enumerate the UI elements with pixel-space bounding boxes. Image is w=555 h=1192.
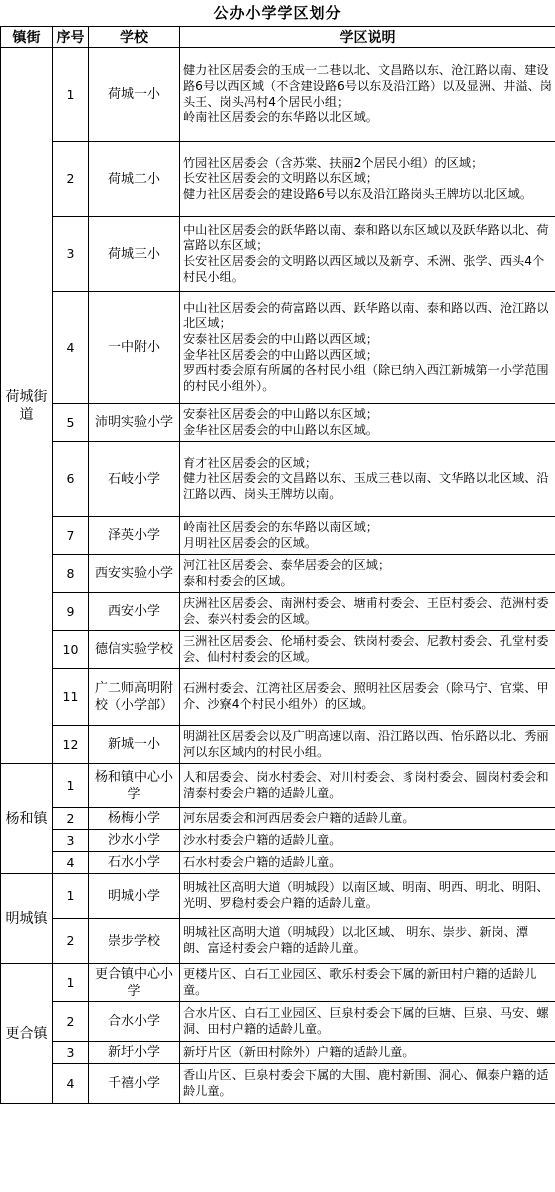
table-row (1, 142, 555, 217)
num-cell: 4 (53, 1064, 89, 1104)
table-row (1, 852, 555, 874)
school-cell: 崇步学校 (89, 919, 180, 964)
num-cell: 5 (53, 404, 89, 442)
town-cell: 更合镇 (1, 964, 53, 1104)
desc-cell: 明城社区高明大道（明城段）以北区域、 明东、崇步、新岗、潭朗、富迳村委会户籍的适龄儿童。 (180, 919, 555, 964)
school-cell: 新圩小学 (89, 1042, 180, 1064)
school-cell: 德信实验学校 (89, 631, 180, 669)
desc-cell: 人和居委会、岗水村委会、对川村委会、豸岗村委会、圆岗村委会和清泰村委会户籍的适龄儿童。 (180, 764, 555, 808)
school-cell: 荷城二小 (89, 142, 180, 217)
desc-cell: 安泰社区居委会的中山路以东区域； 金华社区居委会的中山路以东区域。 (180, 404, 555, 442)
school-cell: 更合镇中心小学 (89, 964, 180, 1002)
num-cell: 4 (53, 292, 89, 404)
town-cell: 荷城街道 (1, 48, 53, 764)
num-cell: 2 (53, 1002, 89, 1042)
town-cell: 明城镇 (1, 874, 53, 964)
num-cell: 2 (53, 142, 89, 217)
desc-cell: 明湖社区居委会以及广明高速以南、沿江路以西、怡乐路以北、秀丽河以东区域内的村民小组。 (180, 726, 555, 764)
desc-cell: 中山社区居委会的荷富路以西、跃华路以南、泰和路以西、沧江路以北区域； 安泰社区居委会的中山路以西区域； 金华社区居委会的中山路以西区域； 罗西村委会原有所属的各村民小组（除已纳入西江新城第一小学范围的村民小组外）。 (180, 292, 555, 404)
desc-cell: 沙水村委会户籍的适龄儿童。 (180, 830, 555, 852)
desc-cell: 河东居委会和河西居委会户籍的适龄儿童。 (180, 808, 555, 830)
header-desc: 学区说明 (180, 27, 555, 48)
num-cell: 11 (53, 669, 89, 726)
desc-cell: 明城社区高明大道（明城段）以南区域、明南、明西、明北、明阳、光明、罗稳村委会户籍的适龄儿童。 (180, 874, 555, 919)
table-row (1, 48, 555, 142)
num-cell: 1 (53, 964, 89, 1002)
num-cell: 1 (53, 764, 89, 808)
num-cell: 2 (53, 808, 89, 830)
desc-cell: 三洲社区居委会、伦埇村委会、铁岗村委会、尼教村委会、孔堂村委会、仙村村委会的区域。 (180, 631, 555, 669)
school-cell: 沙水小学 (89, 830, 180, 852)
school-cell: 合水小学 (89, 1002, 180, 1042)
school-cell: 沛明实验小学 (89, 404, 180, 442)
desc-cell: 石洲村委会、江湾社区居委会、照明社区居委会（除马宁、官棠、甲介、沙寮4个村民小组外）的区域。 (180, 669, 555, 726)
num-cell: 3 (53, 217, 89, 292)
header-school: 学校 (89, 27, 180, 48)
table-row (1, 404, 555, 442)
school-cell: 西安实验小学 (89, 555, 180, 593)
num-cell: 10 (53, 631, 89, 669)
table-row (1, 808, 555, 830)
desc-cell: 石水村委会户籍的适龄儿童。 (180, 852, 555, 874)
table-row (1, 919, 555, 964)
desc-cell: 更楼片区、白石工业园区、歌乐村委会下属的新田村户籍的适龄儿童。 (180, 964, 555, 1002)
num-cell: 9 (53, 593, 89, 631)
school-cell: 泽英小学 (89, 517, 180, 555)
table-row (1, 631, 555, 669)
table-row (1, 217, 555, 292)
table-row (1, 555, 555, 593)
num-cell: 12 (53, 726, 89, 764)
num-cell: 1 (53, 48, 89, 142)
desc-cell: 岭南社区居委会的东华路以南区域； 月明社区居委会的区域。 (180, 517, 555, 555)
header-num: 序号 (53, 27, 89, 48)
desc-cell: 竹园社区居委会（含苏棠、扶丽2个居民小组）的区域； 长安社区居委会的文明路以东区域； 健力社区居委会的建设路6号以东及沿江路岗头王牌坊以北区域。 (180, 142, 555, 217)
num-cell: 7 (53, 517, 89, 555)
desc-cell: 合水片区、白石工业园区、巨泉村委会下属的巨塘、巨泉、马安、螺洞、田村户籍的适龄儿童。 (180, 1002, 555, 1042)
school-district-table (0, 26, 555, 1104)
school-cell: 明城小学 (89, 874, 180, 919)
num-cell: 6 (53, 442, 89, 517)
school-cell: 荷城三小 (89, 217, 180, 292)
desc-cell: 育才社区居委会的区域； 健力社区居委会的文昌路以东、玉成三巷以南、文华路以北区域、沿江路以西、岗头王牌坊以南。 (180, 442, 555, 517)
table-row (1, 1042, 555, 1064)
table-row (1, 517, 555, 555)
table-row (1, 726, 555, 764)
desc-cell: 新圩片区（新田村除外）户籍的适龄儿童。 (180, 1042, 555, 1064)
page-title: 公办小学学区划分 (213, 4, 342, 22)
school-cell: 杨和镇中心小学 (89, 764, 180, 808)
num-cell: 4 (53, 852, 89, 874)
num-cell: 3 (53, 830, 89, 852)
num-cell: 8 (53, 555, 89, 593)
school-cell: 杨梅小学 (89, 808, 180, 830)
table-row (1, 764, 555, 808)
table-row (1, 442, 555, 517)
header-town: 镇街 (1, 27, 53, 48)
num-cell: 1 (53, 874, 89, 919)
table-row (1, 964, 555, 1002)
num-cell: 2 (53, 919, 89, 964)
table-row (1, 1064, 555, 1104)
town-cell: 杨和镇 (1, 764, 53, 874)
school-cell: 荷城一小 (89, 48, 180, 142)
school-cell: 石岐小学 (89, 442, 180, 517)
school-cell: 千禧小学 (89, 1064, 180, 1104)
desc-cell: 河江社区居委会、泰华居委会的区域； 泰和村委会的区域。 (180, 555, 555, 593)
table-row (1, 874, 555, 919)
desc-cell: 健力社区居委会的玉成一二巷以北、文昌路以东、沧江路以南、建设路6号以西区域（不含建设路6号以东及沿江路）以及显洲、井溢、岗头王、岗头冯村4个居民小组； 岭南社区居委会的东华路以北区域。 (180, 48, 555, 142)
table-row (1, 292, 555, 404)
header-row (1, 27, 555, 48)
school-cell: 一中附小 (89, 292, 180, 404)
desc-cell: 香山片区、巨泉村委会下属的大围、鹿村新围、洞心、佩泰户籍的适龄儿童。 (180, 1064, 555, 1104)
school-cell: 新城一小 (89, 726, 180, 764)
table-row (1, 1002, 555, 1042)
table-row (1, 669, 555, 726)
school-cell: 西安小学 (89, 593, 180, 631)
table-row (1, 593, 555, 631)
desc-cell: 中山社区居委会的跃华路以南、泰和路以东区域以及跃华路以北、荷富路以东区域； 长安社区居委会的文明路以西区域以及新亨、禾洲、张学、西头4个村民小组。 (180, 217, 555, 292)
school-cell: 石水小学 (89, 852, 180, 874)
table-body (1, 48, 555, 1104)
table-row (1, 830, 555, 852)
school-cell: 广二师高明附校（小学部） (89, 669, 180, 726)
num-cell: 3 (53, 1042, 89, 1064)
desc-cell: 庆洲社区居委会、南洲村委会、塘甫村委会、王臣村委会、范洲村委会、泰兴村委会的区域。 (180, 593, 555, 631)
